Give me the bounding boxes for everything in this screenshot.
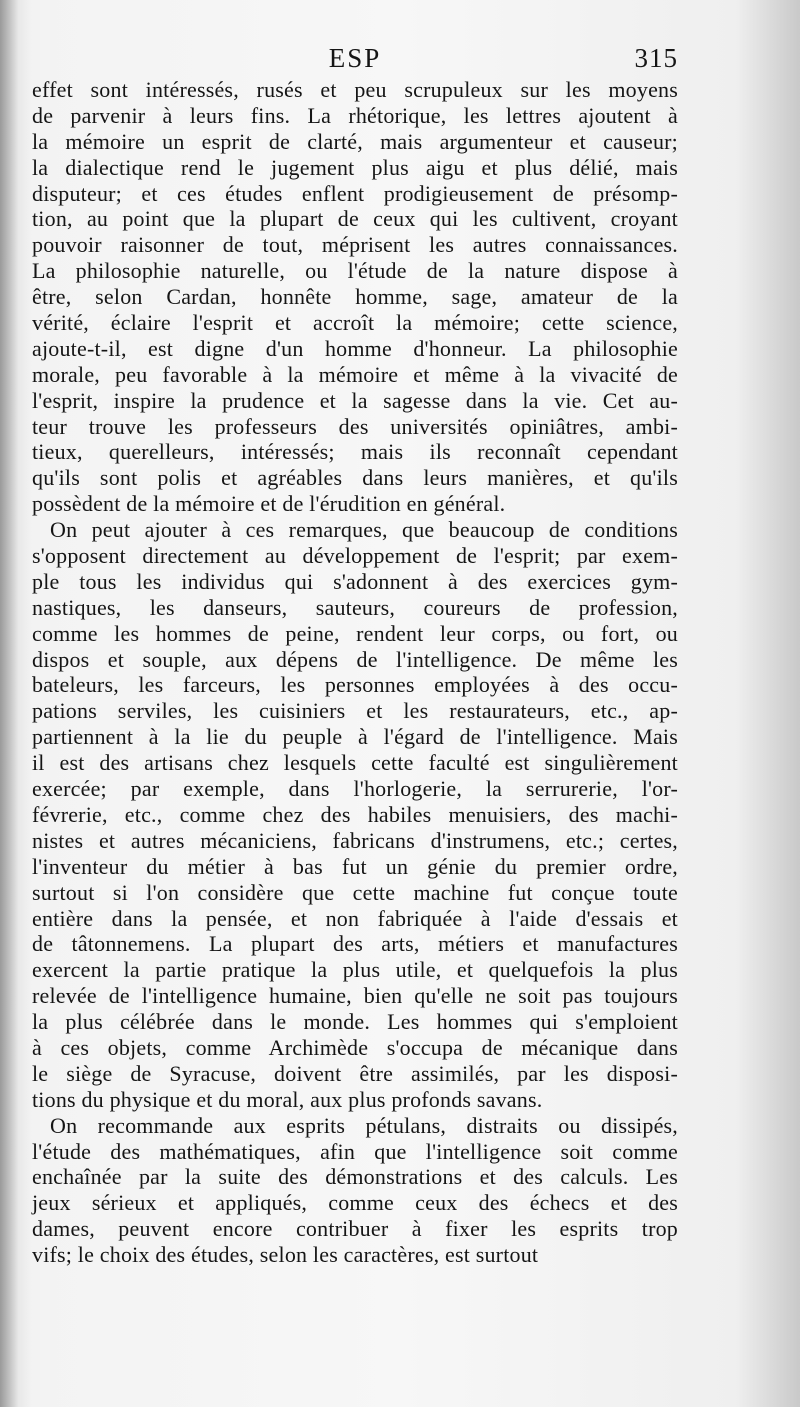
text-line: pouvoir raisonner de tout, méprisent les autres connaissances. bbox=[32, 232, 678, 258]
text-line: qu'ils sont polis et agréables dans leurs manières, et qu'ils bbox=[32, 465, 678, 491]
text-line: févrerie, etc., comme chez des habiles menuisiers, des machi- bbox=[32, 801, 678, 827]
text-line: morale, peu favorable à la mémoire et même à la vivacité de bbox=[32, 361, 678, 387]
text-line: l'étude des mathématiques, afin que l'intelligence soit comme bbox=[32, 1138, 678, 1164]
text-line: pations serviles, les cuisiniers et les restaurateurs, etc., ap- bbox=[32, 698, 678, 724]
text-line: partiennent à la lie du peuple à l'égard de l'intelligence. Mais bbox=[32, 724, 678, 750]
text-line: nistes et autres mécaniciens, fabricans d'instrumens, etc.; certes, bbox=[32, 827, 678, 853]
paragraph bbox=[32, 77, 678, 517]
body-text bbox=[32, 77, 678, 1268]
text-line: vérité, éclaire l'esprit et accroît la mémoire; cette science, bbox=[32, 310, 678, 336]
text-line: ajoute-t-il, est digne d'un homme d'honneur. La philosophie bbox=[32, 335, 678, 361]
paragraph bbox=[32, 517, 678, 1112]
text-line: tieux, querelleurs, intéressés; mais ils reconnaît cependant bbox=[32, 439, 678, 465]
text-line: disputeur; et ces études enflent prodigieusement de présomp- bbox=[32, 180, 678, 206]
paragraph bbox=[32, 1113, 678, 1268]
text-line: l'inventeur du métier à bas fut un génie du premier ordre, bbox=[32, 853, 678, 879]
text-line: relevée de l'intelligence humaine, bien qu'elle ne soit pas toujours bbox=[32, 983, 678, 1009]
text-line: enchaînée par la suite des démonstrations et des calculs. Les bbox=[32, 1164, 678, 1190]
text-line: jeux sérieux et appliqués, comme ceux des échecs et des bbox=[32, 1190, 678, 1216]
page-number: 315 bbox=[634, 43, 678, 73]
text-line: bateleurs, les farceurs, les personnes employées à des occu- bbox=[32, 672, 678, 698]
text-line: exercent la partie pratique la plus utile, et quelquefois la plus bbox=[32, 957, 678, 983]
text-line: entière dans la pensée, et non fabriquée à l'aide d'essais et bbox=[32, 905, 678, 931]
text-line: la dialectique rend le jugement plus aigu et plus délié, mais bbox=[32, 154, 678, 180]
page-gutter-shadow bbox=[0, 0, 18, 1407]
text-line: surtout si l'on considère que cette machine fut conçue toute bbox=[32, 879, 678, 905]
text-line: il est des artisans chez lesquels cette faculté est singulièrement bbox=[32, 750, 678, 776]
text-line: tion, au point que la plupart de ceux qui les cultivent, croyant bbox=[32, 206, 678, 232]
text-line: l'esprit, inspire la prudence et la sagesse dans la vie. Cet au- bbox=[32, 387, 678, 413]
text-line: la mémoire un esprit de clarté, mais argumenteur et causeur; bbox=[32, 128, 678, 154]
text-line: exercée; par exemple, dans l'horlogerie, la serrurerie, l'or- bbox=[32, 776, 678, 802]
text-line: teur trouve les professeurs des universités opiniâtres, ambi- bbox=[32, 413, 678, 439]
running-head: ESP bbox=[328, 43, 382, 73]
page-header bbox=[32, 38, 678, 78]
text-line: On peut ajouter à ces remarques, que beaucoup de conditions bbox=[50, 517, 678, 543]
text-line: comme les hommes de peine, rendent leur corps, ou fort, ou bbox=[32, 620, 678, 646]
text-line: On recommande aux esprits pétulans, distraits ou dissipés, bbox=[50, 1112, 678, 1138]
text-line: tions du physique et du moral, aux plus profonds savans. bbox=[32, 1086, 543, 1112]
text-line: possèdent de la mémoire et de l'érudition en général. bbox=[32, 491, 506, 517]
text-line: la plus célébrée dans le monde. Les hommes qui s'emploient bbox=[32, 1009, 678, 1035]
text-line: être, selon Cardan, honnête homme, sage, amateur de la bbox=[32, 284, 678, 310]
text-line: de parvenir à leurs fins. La rhétorique, les lettres ajoutent à bbox=[32, 102, 678, 128]
text-line: de tâtonnemens. La plupart des arts, métiers et manufactures bbox=[32, 931, 678, 957]
text-line: dispos et souple, aux dépens de l'intelligence. De même les bbox=[32, 646, 678, 672]
text-line: effet sont intéressés, rusés et peu scrupuleux sur les moyens bbox=[32, 77, 678, 102]
text-line: nastiques, les danseurs, sauteurs, coureurs de profession, bbox=[32, 594, 678, 620]
text-line: La philosophie naturelle, ou l'étude de la nature dispose à bbox=[32, 258, 678, 284]
text-line: ple tous les individus qui s'adonnent à des exercices gym- bbox=[32, 568, 678, 594]
text-line: vifs; le choix des études, selon les caractères, est surtout bbox=[32, 1242, 539, 1268]
text-line: dames, peuvent encore contribuer à fixer les esprits trop bbox=[32, 1216, 678, 1242]
text-line: à ces objets, comme Archimède s'occupa de mécanique dans bbox=[32, 1034, 678, 1060]
text-line: s'opposent directement au développement de l'esprit; par exem- bbox=[32, 543, 678, 569]
text-line: le siège de Syracuse, doivent être assimilés, par les disposi- bbox=[32, 1060, 678, 1086]
